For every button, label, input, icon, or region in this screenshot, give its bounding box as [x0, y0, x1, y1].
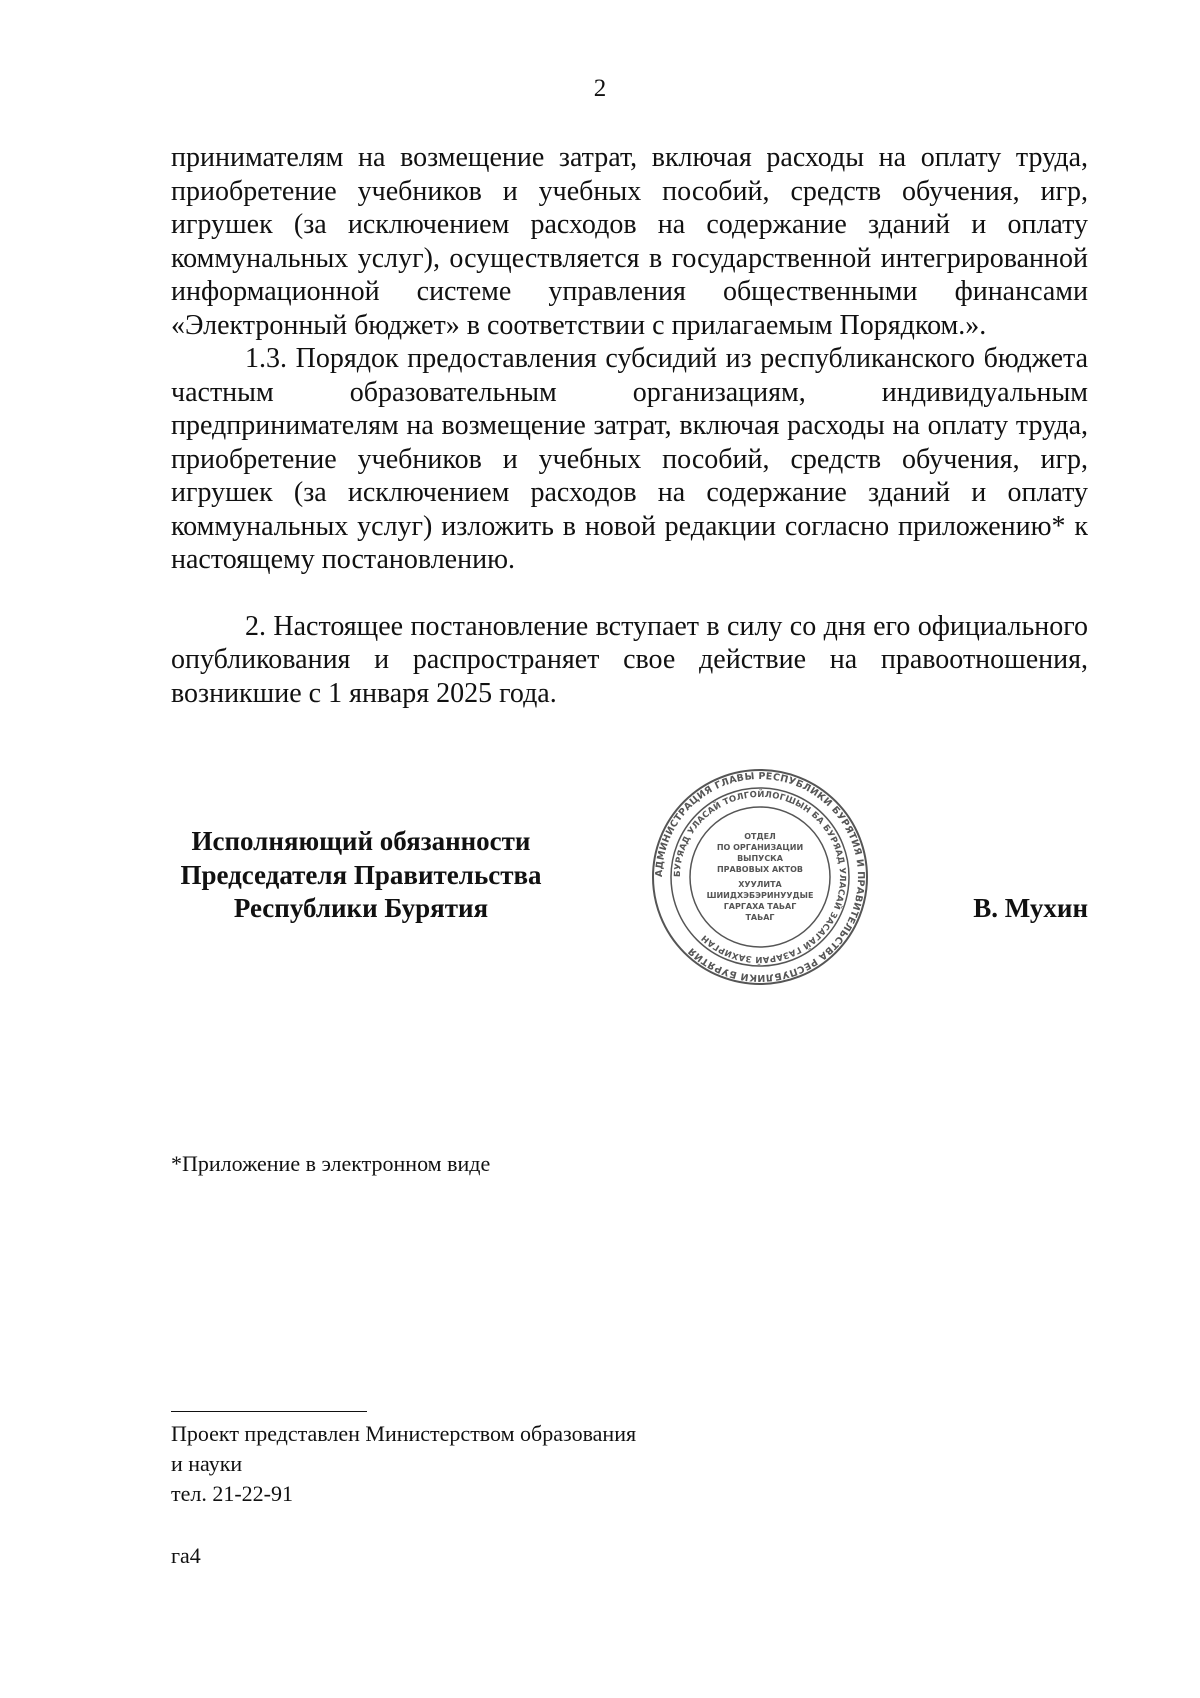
author-phone: тел. 21-22-91 [171, 1481, 294, 1506]
paragraph-clause-1-3: 1.3. Порядок предоставления субсидий из республиканского бюджета частным образовательным организациям, индивидуальным предпринимателям на возмещение затрат, включая расходы на оплату труда, приобретение учебников и учебных пособий, средств обучения, игр, игрушек (за исключением расходов на содержание зданий и оплату коммунальных услуг) изложить в новой редакции согласно приложению* к настоящему постановлению. [171, 343, 1088, 575]
signer-title-line: Исполняющий обязанности [191, 826, 531, 856]
seal-center-line: ГАРГАХА ТАЬАГ [723, 902, 797, 911]
document-code: га4 [171, 1543, 201, 1568]
seal-ring-text-outer [654, 771, 866, 983]
seal-ring-inner-path: БУРЯАД УЛАСАЙ ТОЛГОЙЛОГШЫН БА БУРЯАД УЛАСАЙ ЗАСАГАЙ ГАЗАРАЙ ЗАХИРГАН [672, 789, 848, 965]
seal-center-line: ПО ОРГАНИЗАЦИИ [716, 843, 804, 852]
paragraph-clause-2: 2. Настоящее постановление вступает в силу со дня его официального опубликования и распространяет свое действие на правоотношения, возникшие с 1 января 2025 года. [171, 610, 1088, 709]
official-seal [650, 767, 870, 987]
signer-title-line: Республики Бурятия [233, 893, 489, 923]
signer-name: В. Мухин [973, 893, 1088, 923]
separator-line [171, 1411, 367, 1412]
seal-center-line: ВЫПУСКА [737, 854, 783, 863]
seal-ring-text-inner [673, 788, 847, 966]
seal-center-line: ПРАВОВЫХ АКТОВ [716, 865, 804, 874]
seal-center-line: ТАЬАГ [745, 913, 775, 922]
author-line: и науки [171, 1451, 243, 1476]
seal-center-line: ХУУЛИТА [738, 880, 782, 889]
signer-title [171, 825, 551, 926]
seal-center-line: ОТДЕЛ [744, 832, 776, 841]
appendix-footnote: *Приложение в электронном виде [171, 1151, 491, 1176]
seal-middle-circle [671, 788, 849, 966]
seal-ring-outer-path: АДМИНИСТРАЦИЯ ГЛАВЫ РЕСПУБЛИКИ БУРЯТИЯ И ПРАВИТЕЛЬСТВА РЕСПУБЛИКИ БУРЯТИЯ [653, 770, 867, 984]
page-number: 2 [593, 75, 607, 102]
signer-title-line: Председателя Правительства [180, 859, 542, 890]
paragraph-continuation: принимателям на возмещение затрат, включая расходы на оплату труда, приобретение учебников и учебных пособий, средств обучения, игр, игрушек (за исключением расходов на содержание зданий и оплату коммунальных услуг), осуществляется в государственной интегрированной информационной системе управления общественными финансами «Электронный бюджет» в соответствии с прилагаемым Порядком.». [171, 142, 1088, 341]
seal-inner-circle [690, 807, 830, 947]
author-block [171, 1419, 636, 1509]
author-line: Проект представлен Министерством образования [171, 1421, 637, 1446]
seal-center-text [707, 832, 814, 922]
body-text [171, 141, 1088, 710]
seal-center-line: ШИИДХЭБЭРИНУУДЫЕ [706, 891, 814, 900]
